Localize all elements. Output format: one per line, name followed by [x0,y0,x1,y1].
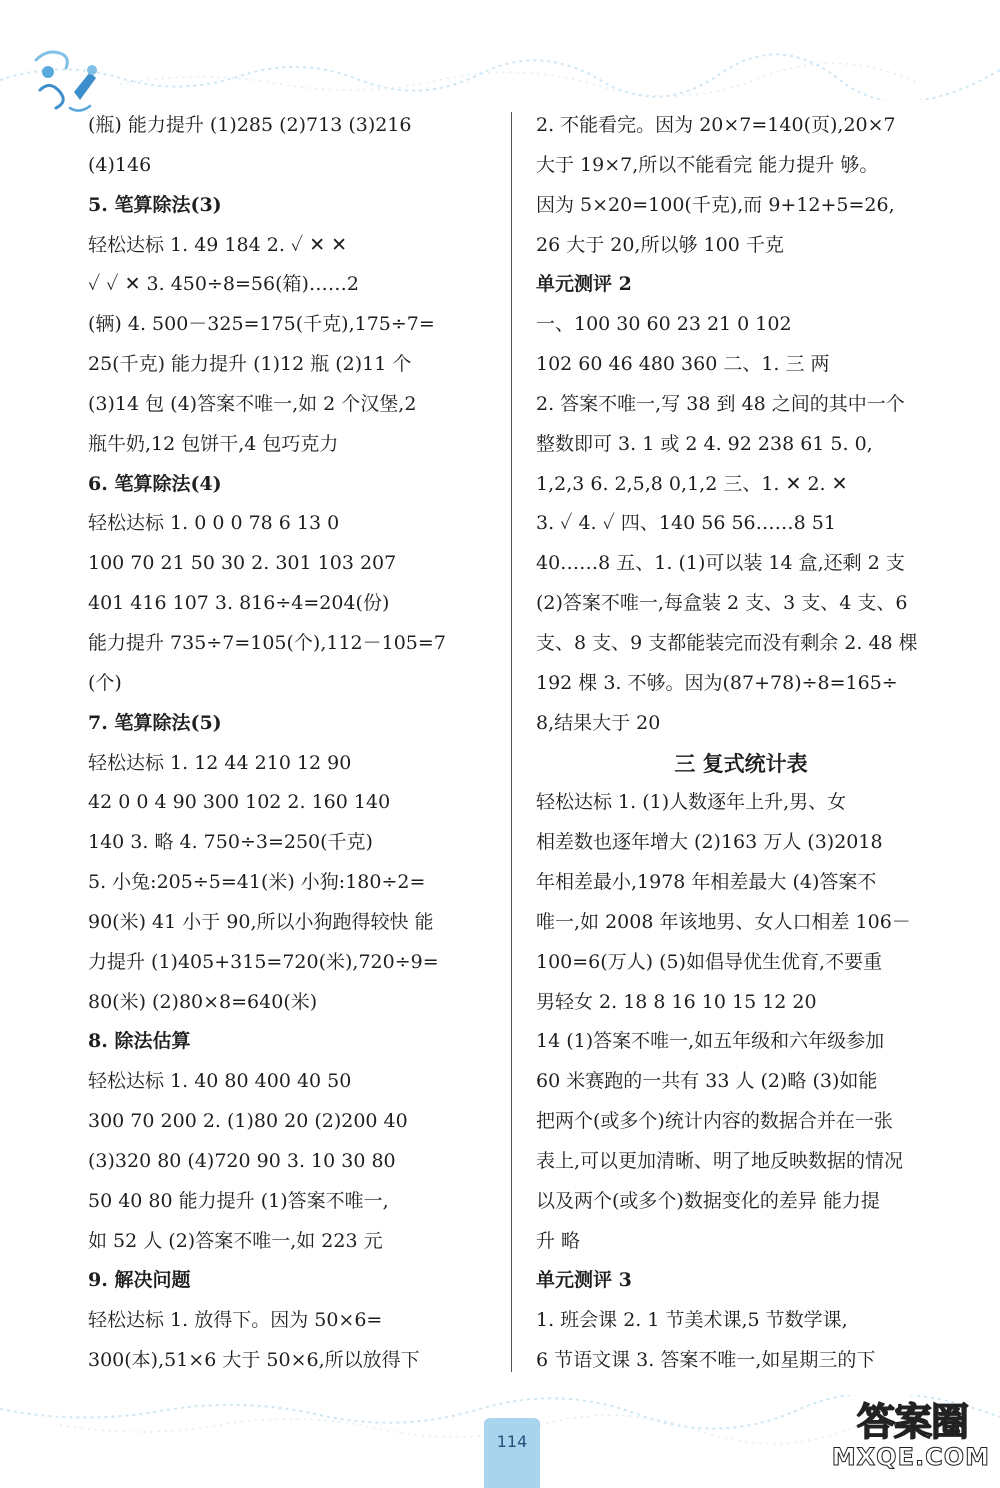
right-answer-line: 192 棵 3. 不够。因为(87+78)÷8=165÷ [536,671,898,694]
left-answer-line: 轻松达标 1. 49 184 2. ✓ ✕ ✕ [88,233,348,256]
left-answer-column [88,106,498,1381]
right-answer-line: 102 60 46 480 360 二、1. 三 两 [536,353,830,376]
page-number: 114 [496,1432,528,1451]
right-answer-line: 40……8 五、1. (1)可以装 14 盒,还剩 2 支 [536,552,905,575]
right-answer-line: 100=6(万人) (5)如倡导优生优育,不要重 [536,950,883,973]
left-answer-line: (4)146 [88,153,152,176]
left-answer-line: ✓ ✓ ✕ 3. 450÷8=56(箱)……2 [88,273,359,296]
left-answer-line: 轻松达标 1. 放得下。因为 50×6= [88,1309,383,1332]
right-answer-line: (2)答案不唯一,每盒装 2 支、3 支、4 支、6 [536,592,908,615]
right-answer-line: 相差数也逐年增大 (2)163 万人 (3)2018 [536,831,883,854]
right-section-heading: 单元测评 3 [536,1269,632,1292]
right-answer-line: 年相差最小,1978 年相差最大 (4)答案不 [536,871,877,894]
watermark-main: 答案圈 [856,1400,968,1444]
left-answer-line: 轻松达标 1. 40 80 400 40 50 [88,1070,352,1093]
right-answer-line: 轻松达标 1. (1)人数逐年上升,男、女 [536,791,847,814]
right-chapter-title: 三 复式统计表 [674,750,808,776]
right-answer-line: 2. 答案不唯一,写 38 到 48 之间的其中一个 [536,392,905,415]
left-answer-line: 80(米) (2)80×8=640(米) [88,990,318,1013]
left-answer-line: (3)14 包 (4)答案不唯一,如 2 个汉堡,2 [88,392,417,415]
right-answer-line: 3. ✓ 4. ✓ 四、140 56 56……8 51 [536,512,836,535]
left-answer-line: 轻松达标 1. 0 0 0 78 6 13 0 [88,512,340,535]
watermark-logo [792,1389,992,1479]
left-answer-line: 力提升 (1)405+315=720(米),720÷9= [88,950,439,973]
left-answer-line: 50 40 80 能力提升 (1)答案不唯一, [88,1189,389,1212]
left-answer-line: (3)320 80 (4)720 90 3. 10 30 80 [88,1149,396,1172]
right-answer-line: 1,2,3 6. 2,5,8 0,1,2 三、1. ✕ 2. ✕ [536,472,848,495]
right-answer-line: 6 节语文课 3. 答案不唯一,如星期三的下 [536,1349,876,1372]
watermark-sub: MXQE.COM [831,1443,990,1471]
right-section-heading: 单元测评 2 [536,273,632,296]
left-answer-line: (个) [88,671,122,694]
right-answer-line: 男轻女 2. 18 8 16 10 15 12 20 [536,990,817,1013]
left-answer-line: 轻松达标 1. 12 44 210 12 90 [88,751,352,774]
right-answer-line: 整数即可 3. 1 或 2 4. 92 238 61 5. 0, [536,432,873,455]
right-answer-line: 大于 19×7,所以不能看完 能力提升 够。 [536,153,879,176]
right-answer-line: 表上,可以更加清晰、明了地反映数据的情况 [536,1149,904,1172]
left-section-heading: 6. 笔算除法(4) [88,472,222,495]
left-answer-line: 25(千克) 能力提升 (1)12 瓶 (2)11 个 [88,353,412,376]
right-answer-line: 升 略 [536,1229,581,1252]
left-answer-line: (瓶) 能力提升 (1)285 (2)713 (3)216 [88,114,412,136]
right-answer-line: 26 大于 20,所以够 100 千克 [536,233,784,256]
right-answer-column [536,106,946,1381]
right-answer-line: 一、100 30 60 23 21 0 102 [536,313,792,336]
left-answer-line: 如 52 人 (2)答案不唯一,如 223 元 [88,1229,383,1252]
left-answer-line: 42 0 0 4 90 300 102 2. 160 140 [88,791,391,814]
right-answer-line: 支、8 支、9 支都能装完而没有剩余 2. 48 棵 [536,631,918,654]
right-answer-line: 60 米赛跑的一共有 33 人 (2)略 (3)如能 [536,1070,878,1093]
left-answer-line: 5. 小兔:205÷5=41(米) 小狗:180÷2= [88,871,426,894]
right-answer-line: 2. 不能看完。因为 20×7=140(页),20×7 [536,114,896,136]
right-answer-line: 8,结果大于 20 [536,711,661,734]
left-answer-line: 300(本),51×6 大于 50×6,所以放得下 [88,1349,420,1372]
right-answer-line: 1. 班会课 2. 1 节美术课,5 节数学课, [536,1309,848,1332]
right-answer-line: 因为 5×20=100(千克),而 9+12+5=26, [536,193,895,216]
left-answer-line: 300 70 200 2. (1)80 20 (2)200 40 [88,1110,408,1133]
right-answer-line: 唯一,如 2008 年该地男、女人口相差 106－ [536,910,911,933]
right-answer-line: 把两个(或多个)统计内容的数据合并在一张 [536,1110,893,1133]
left-section-heading: 9. 解决问题 [88,1269,191,1292]
left-answer-line: 瓶牛奶,12 包饼干,4 包巧克力 [88,432,339,455]
left-section-heading: 8. 除法估算 [88,1030,191,1053]
column-divider [511,112,512,1372]
right-answer-line: 以及两个(或多个)数据变化的差异 能力提 [536,1189,880,1212]
right-answer-line: 14 (1)答案不唯一,如五年级和六年级参加 [536,1030,885,1053]
page-number-tab [484,1418,540,1488]
left-answer-line: 140 3. 略 4. 750÷3=250(千克) [88,831,373,854]
top-wave-border [0,40,1000,100]
left-section-heading: 7. 笔算除法(5) [88,711,222,734]
left-answer-line: (辆) 4. 500－325=175(千克),175÷7= [88,313,435,336]
left-answer-line: 90(米) 41 小于 90,所以小狗跑得较快 能 [88,910,434,933]
left-answer-line: 能力提升 735÷7=105(个),112－105=7 [88,631,446,654]
left-answer-line: 100 70 21 50 30 2. 301 103 207 [88,552,397,575]
left-answer-line: 401 416 107 3. 816÷4=204(份) [88,592,390,615]
left-section-heading: 5. 笔算除法(3) [88,193,222,216]
